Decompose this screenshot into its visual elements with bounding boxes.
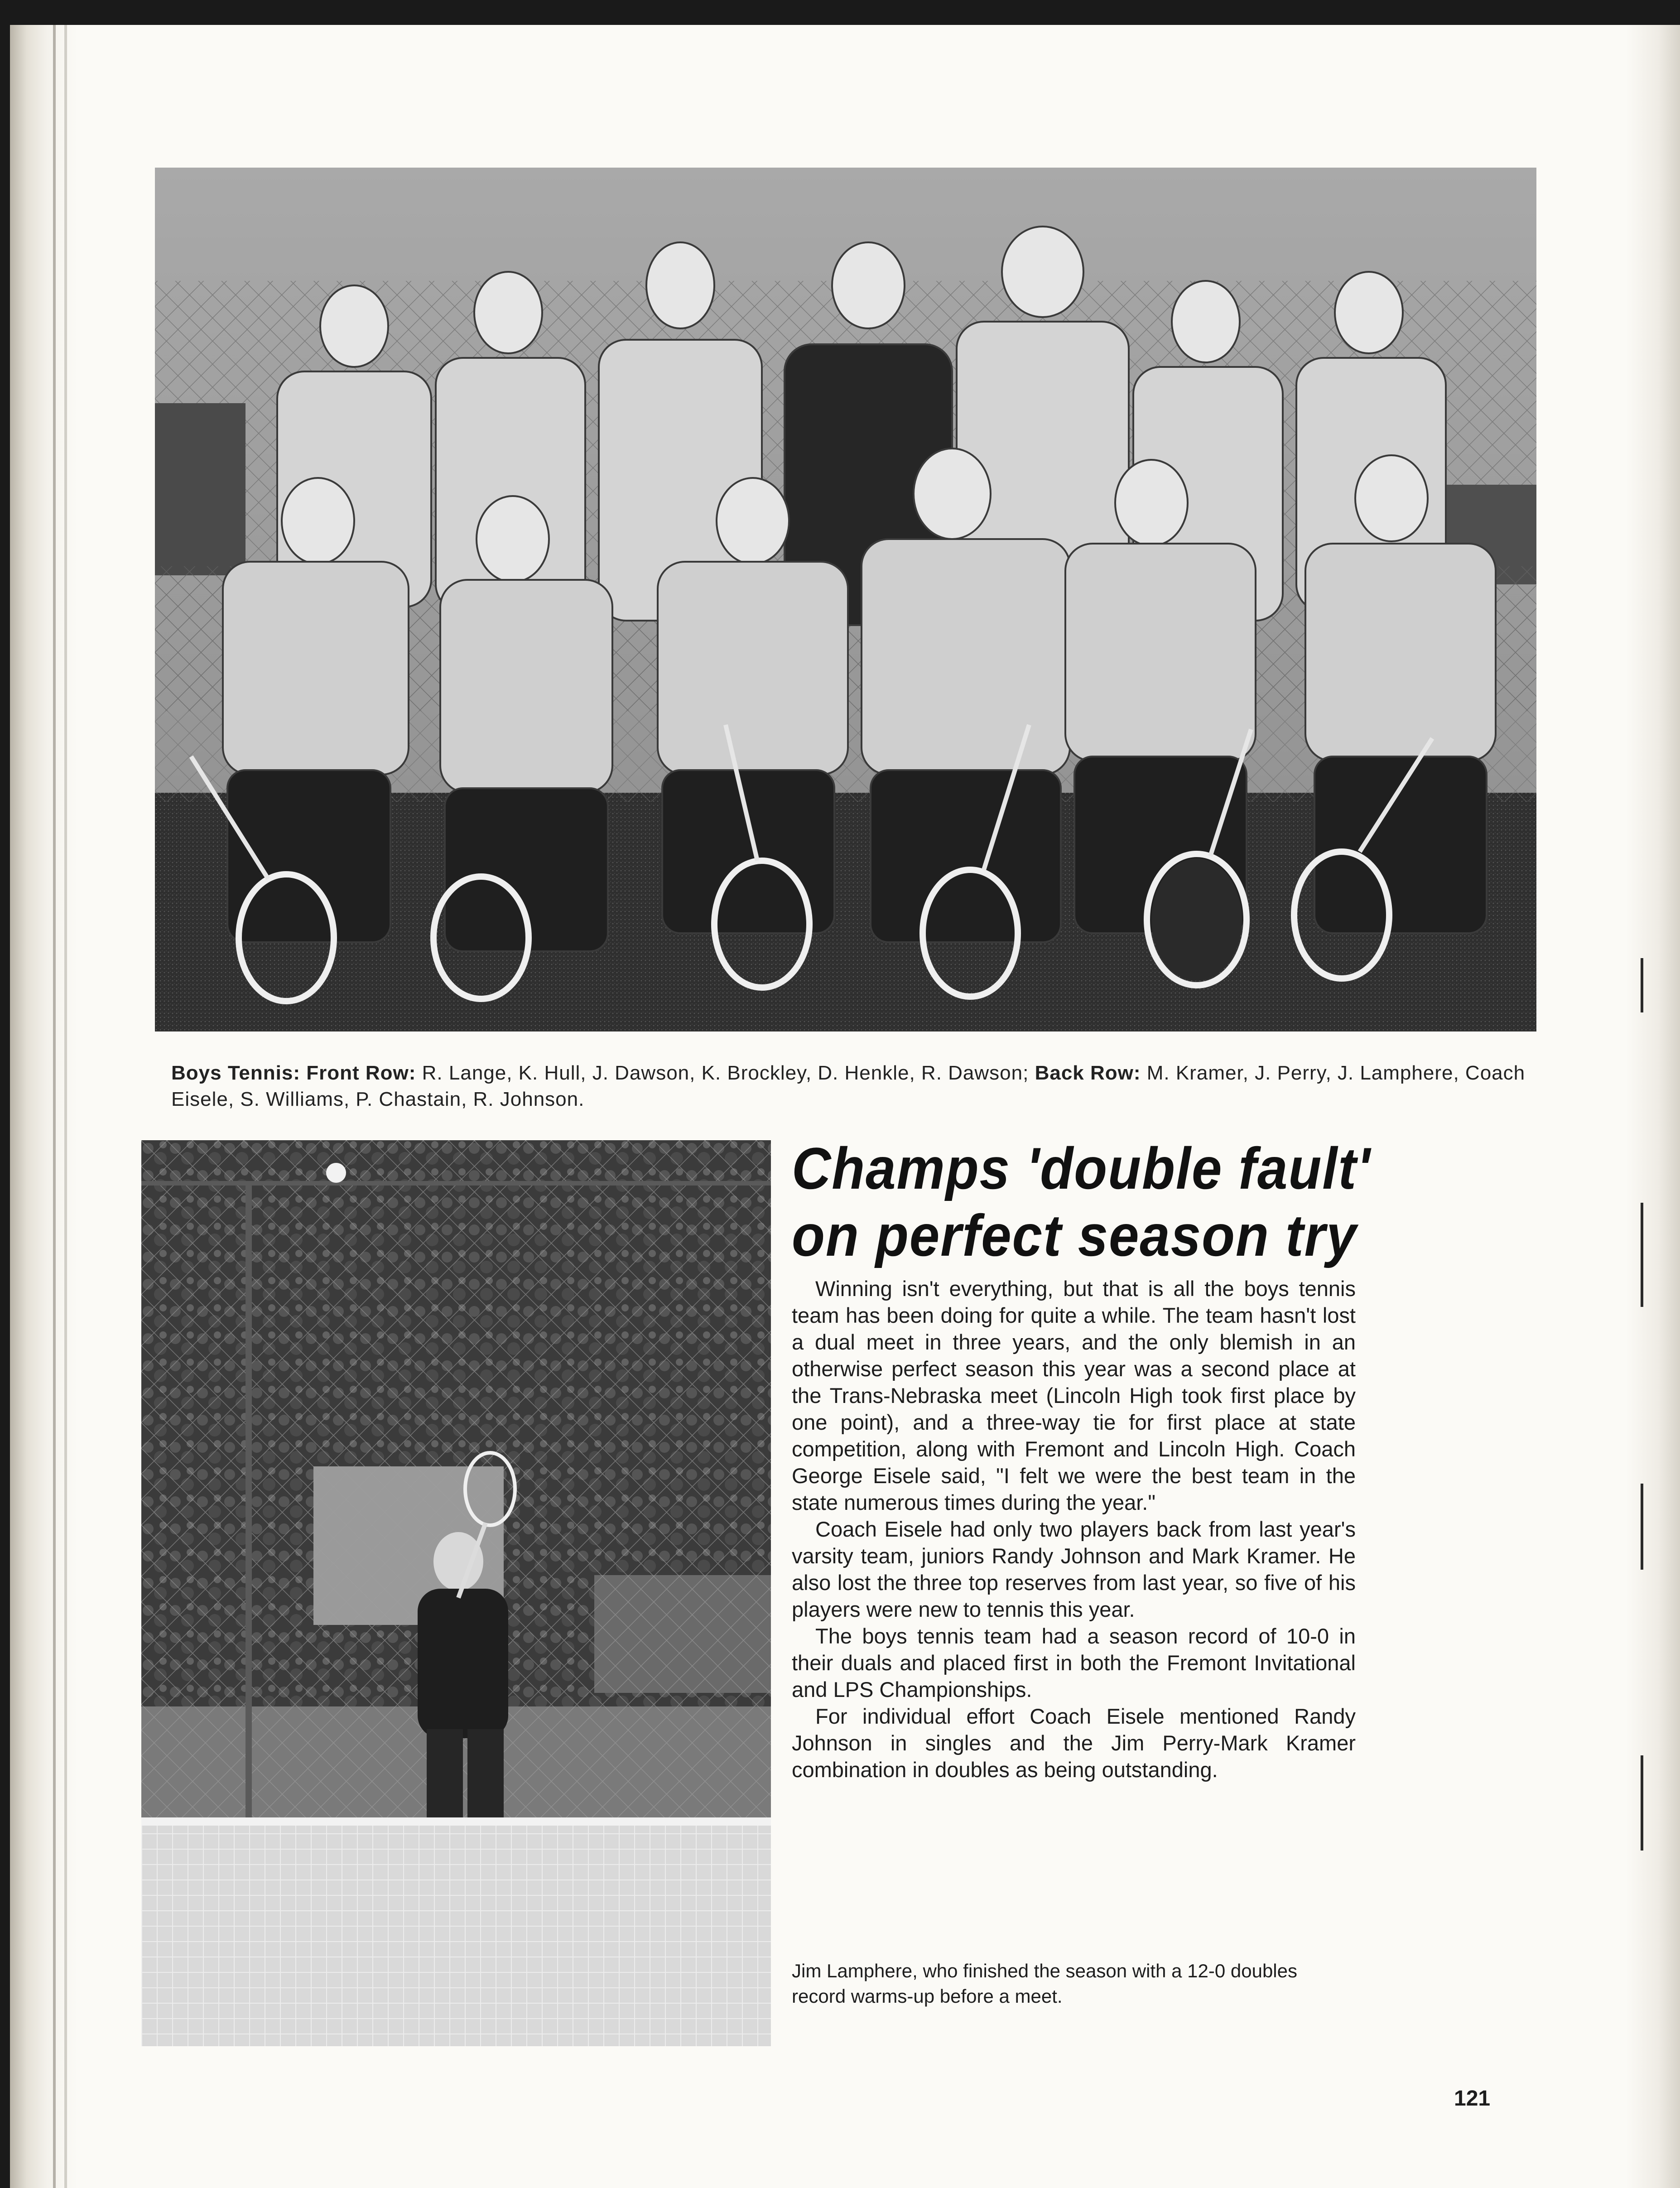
article-headline <box>792 1135 1375 1269</box>
team-photo-caption <box>171 1060 1526 1113</box>
front-row-names: R. Lange, K. Hull, J. Dawson, K. Brockley, D. Henkle, R. Dawson; <box>422 1062 1029 1084</box>
team-photo-graphic <box>155 168 1536 1031</box>
front-row-label: Front Row: <box>306 1062 416 1084</box>
article-paragraph: The boys tennis team had a season record of 10-0 in their duals and placed first in both the Fremont Invitational and LPS Championships. <box>792 1624 1356 1701</box>
back-row-names: M. Kramer, J. Perry, J. Lamphere, Coach Eisele, S. Williams, P. Chastain, R. Johnson. <box>171 1062 1526 1110</box>
spine-line <box>64 25 67 2188</box>
action-photo-caption: Jim Lamphere, who finished the season with a 12-0 doubles record warms-up before a meet. <box>792 1960 1297 2007</box>
page-right-edge <box>1626 25 1680 2188</box>
article-paragraph: Coach Eisele had only two players back from last year's varsity team, juniors Randy Johnson and Mark Kramer. He also lost the three top reserves from last year, so five of his players were new to tennis this year. <box>792 1517 1356 1621</box>
headline-line-2: on perfect season try <box>792 1202 1357 1268</box>
article-paragraph: Winning isn't everything, but that is all the boys tennis team has been doing for quite a while. The team hasn't lost a dual meet in three years, and the only blemish in an otherwise perfect season this year was a second place at the Trans-Nebraska meet (Lincoln High took first place by one point), and a three-way tie for first place at state competition, along with Fremont and Lincoln High. Coach George Eisele said, "I felt we were the best team in the state numerous times during the year." <box>792 1277 1356 1514</box>
action-photo-graphic <box>141 1140 771 2046</box>
back-row-label: Back Row: <box>1035 1062 1141 1084</box>
caption-title: Boys Tennis: <box>171 1062 301 1084</box>
edge-mark <box>1641 1484 1643 1570</box>
edge-mark <box>1641 1755 1643 1851</box>
article-body <box>792 1275 1356 1783</box>
headline-line-1: Champs 'double fault' <box>792 1135 1371 1201</box>
edge-mark <box>1641 958 1643 1012</box>
yearbook-page <box>10 25 1680 2188</box>
team-photo <box>155 168 1536 1031</box>
page-spine-shadow <box>10 25 78 2188</box>
page-number: 121 <box>1454 2087 1491 2111</box>
spine-line <box>53 25 56 2188</box>
article-paragraph: For individual effort Coach Eisele mentioned Randy Johnson in singles and the Jim Perry-Mark Kramer combination in doubles as being outstanding. <box>792 1704 1356 1782</box>
edge-mark <box>1641 1203 1643 1307</box>
action-photo <box>141 1140 771 2046</box>
